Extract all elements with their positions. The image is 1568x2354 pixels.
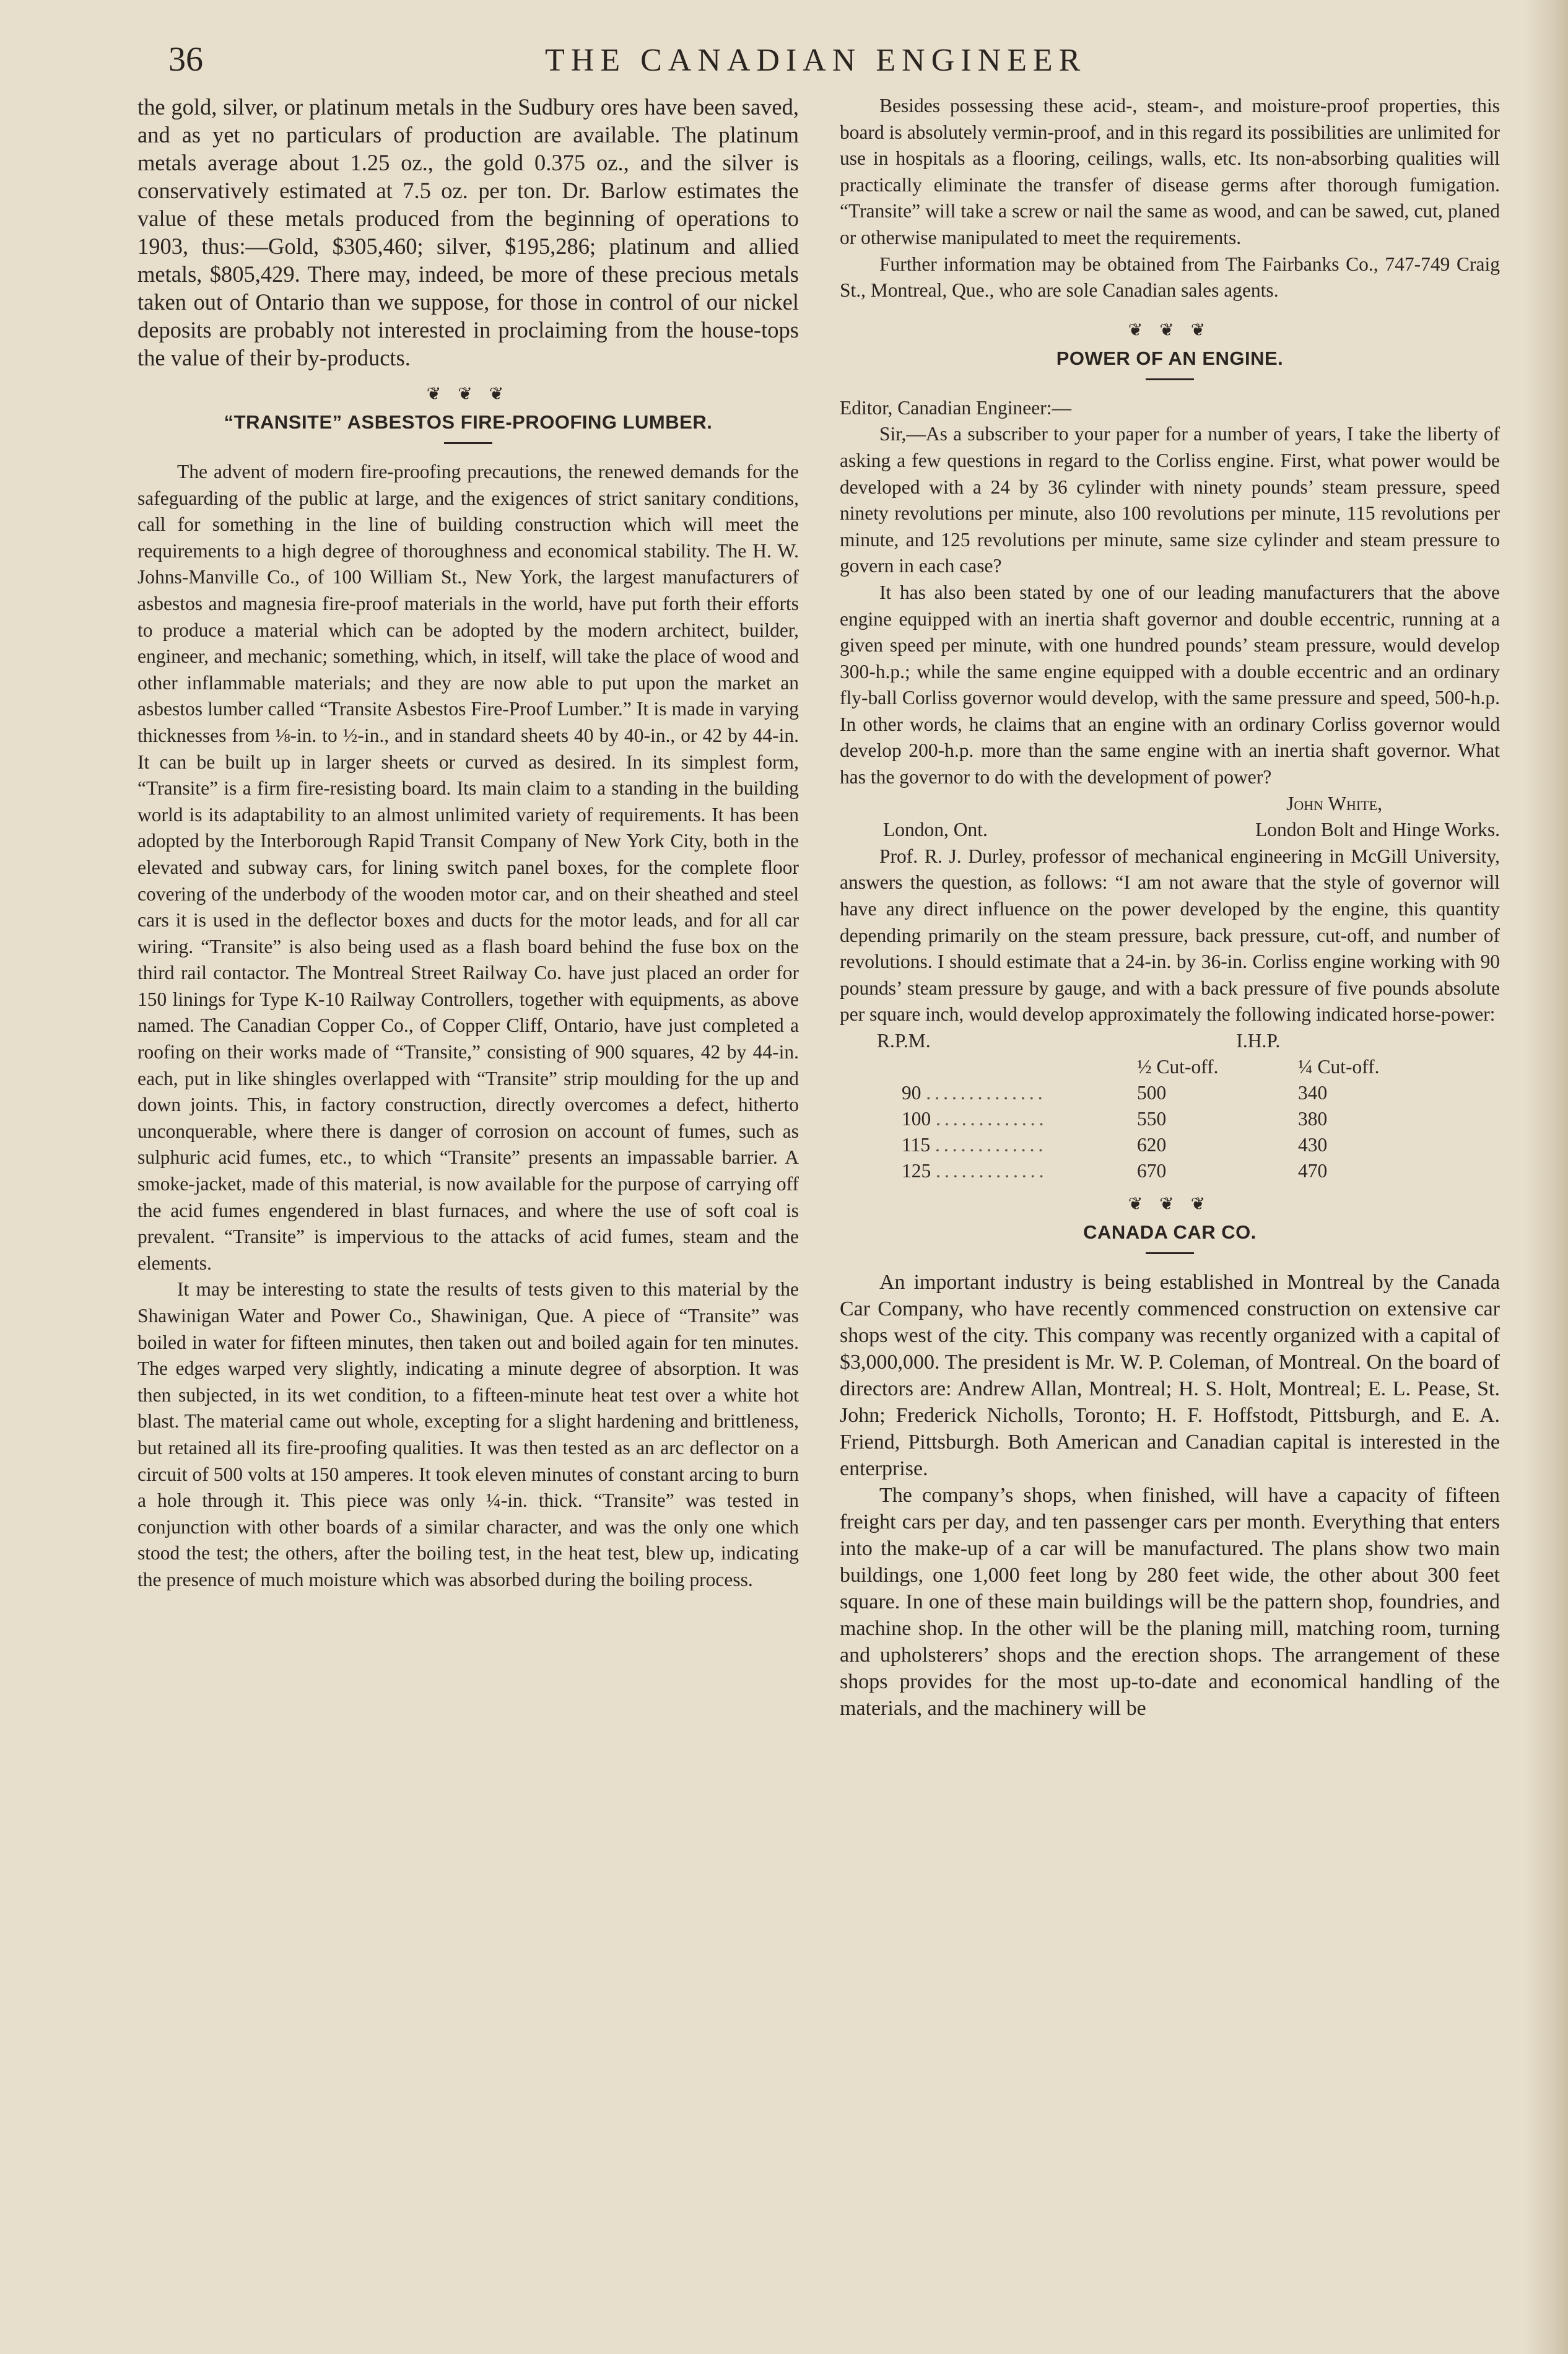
article-title-power: POWER OF AN ENGINE. bbox=[1056, 347, 1284, 369]
ornament-divider: ❦ ❦ ❦ bbox=[426, 385, 510, 404]
letter-paragraph-1: Sir,—As a subscriber to your paper for a number of years, I take the liberty of asking a few questions in regard to the Corliss engine. First, what power would be developed with a 24 by 36 cylinder with ninety pounds’ steam pressure, speed ninety revolutions per minute, also 100 revolutions per minute, 115 revolutions per minute, and 125 revolutions per minute, same size cylinder and steam pressure to govern in each case? bbox=[840, 423, 1500, 577]
table-cell-quarter: 430 bbox=[1298, 1134, 1328, 1156]
table-header-rpm: R.P.M. bbox=[877, 1030, 931, 1052]
table-cell-rpm: 115 bbox=[902, 1134, 931, 1156]
table-cell-rpm: 100 bbox=[902, 1108, 931, 1130]
canada-car-paragraph-2: The company’s shops, when finished, will have a capacity of fifteen freight cars per day, and ten passenger cars per month. Everything that enters into the make-up of a car will be manufactured. The plans show two main buildings, one 1,000 feet long by 280 feet wide, the other about 300 feet square. In one of these main buildings will be the pattern shop, foundries, and machine shop. In the other will be the planing mill, matching room, turning and upholsterers’ shops and the erection shops. The arrangement of these shops provides for the most up-to-date and economical handling of the materials, and the machinery will be bbox=[840, 1484, 1500, 1720]
letter-signature-line bbox=[840, 817, 1500, 844]
table-cell-half: 670 bbox=[1137, 1160, 1167, 1182]
left-column bbox=[137, 93, 799, 1593]
table-header-ihp: I.H.P. bbox=[1236, 1030, 1281, 1052]
journal-title: THE CANADIAN ENGINEER bbox=[545, 43, 1087, 78]
transite-paragraph-1: The advent of modern fire-proofing precautions, the renewed demands for the safeguarding of the public at large, and the exigences of strict sanitary conditions, call for something in the line of building construction which will meet the requirements to a high degree of thoroughness and economical stability. The H. W. Johns-Manville Co., of 100 William St., New York, the largest manufacturers of asbestos and magnesia fire-proof materials in the world, have put forth their efforts to produce a material which can be adopted by the modern architect, builder, engineer, and mechanic; something, which, in itself, will take the place of wood and other inflammable materials; and they are now able to put upon the market an asbestos lumber called “Transite Asbestos Fire-Proof Lumber.” It is made in varying thicknesses from ⅛-in. to ½-in., and in standard sheets 40 by 40-in., or 42 by 44-in. It can be built up in larger sheets or curved as desired. In its simplest form, “Transite” is a firm fire-resisting board. Its main claim to a standing in the building world is its adaptability to an almost unlimited variety of requirements. It has been adopted by the Interborough Rapid Transit Company of New York City, both in the elevated and subway cars, for lining switch panel boxes, for the complete floor covering of the underbody of the wooden motor car, and on their sheathed and steel cars it is used in the deflector boxes and ducts for the motor leads, and for all car wiring. “Transite” is also being used as a flash board behind the fuse box on the third rail contactor. The Montreal Street Railway Co. have just placed an order for 150 linings for Type K-10 Railway Controllers, together with equipments, as above named. The Canadian Copper Co., of Copper Cliff, Ontario, have just completed a roofing on their works made of “Transite,” consisting of 900 squares, 42 by 44-in. each, put in like shingles overlapped with “Transite” strip moulding for the up and down joints. This, in factory construction, directly overcomes a defect, hitherto unconquerable, where there is danger of corrosion on account of fumes, such as sulphuric acid fumes, etc., to which “Transite” presents an impassable barrier. A smoke-jacket, made of this material, is now available for the purpose of carrying off the acid fumes engendered in blast furnaces, and where the use of soft coal is prevalent. “Transite” is impervious to the attacks of acid fumes, steam and the elements. bbox=[137, 461, 799, 1274]
table-cell-rpm: 90 bbox=[902, 1082, 921, 1104]
page-edge-shadow bbox=[1525, 0, 1568, 2354]
page-header bbox=[0, 36, 1568, 92]
signature-place: London, Ont. bbox=[883, 819, 988, 841]
page-number: 36 bbox=[168, 40, 203, 79]
letter-salutation: Editor, Canadian Engineer:— bbox=[840, 396, 1072, 419]
transite-paragraph-2: It may be interesting to state the results of tests given to this material by the Shawinigan Water and Power Co., Shawinigan, Que. A piece of “Transite” was boiled in water for fifteen minutes, then taken out and boiled again for ten minutes. The edges warped very slightly, indicating a minute degree of absorption. It was then subjected, in its wet condition, to a fifteen-minute heat test over a white hot blast. The material came out whole, excepting for a slight hardening and brittleness, but retained all its fire-proofing qualities. It was then tested as an arc deflector on a circuit of 500 volts at 150 amperes. It took eleven minutes of constant arcing to burn a hole through it. This piece was only ¼-in. thick. “Transite” was tested in conjunction with other boards of a similar character, and was the only one which stood the test; the others, after the boiling test, in the heat test, blew up, indicating the presence of much moisture which was absorbed during the boiling process. bbox=[137, 1278, 799, 1590]
table-cell-half: 550 bbox=[1137, 1108, 1167, 1130]
ornament-divider: ❦ ❦ ❦ bbox=[1128, 320, 1212, 340]
signature-company: London Bolt and Hinge Works. bbox=[1255, 819, 1500, 841]
canada-car-paragraph-1: An important industry is being established in Montreal by the Canada Car Company, who have recently commenced construction on extensive car shops west of the city. This company was recently organized with a capital of $3,000,000. The president is Mr. W. P. Coleman, of Montreal. On the board of directors are: Andrew Allan, Montreal; H. S. Holt, Montreal; E. L. Pease, St. John; Frederick Nicholls, Toronto; H. F. Hoffstodt, Pittsburgh, and E. A. Friend, Pittsburgh. Both American and Canadian capital is interested in the enterprise. bbox=[840, 1271, 1500, 1480]
sudbury-paragraph: the gold, silver, or platinum metals in the Sudbury ores have been saved, and as yet no particulars of production are available. The platinum metals average about 1.25 oz., the gold 0.375 oz., and the silver is conservatively estimated at 7.5 oz. per ton. Dr. Barlow estimates the value of these metals produced from the beginning of operations to 1903, thus:—Gold, $305,460; silver, $195,286; platinum and allied metals, $805,429. There may, indeed, be more of these precious metals taken out of Ontario than we suppose, for those in control of our nickel deposits are probably not interested in proclaiming from the house-tops the value of their by-products. bbox=[137, 94, 799, 370]
transite-paragraph-3: Besides possessing these acid-, steam-, and moisture-proof properties, this board is absolutely vermin-proof, and in this regard its possibilities are unlimited for use in hospitals as a flooring, ceilings, walls, etc. Its non-absorbing qualities will practically eliminate the transfer of disease germs after thorough fumigation. “Transite” will take a screw or nail the same as wood, and can be sawed, cut, planed or otherwise manipulated to meet the requirements. bbox=[840, 95, 1500, 248]
table-cell-quarter: 340 bbox=[1298, 1082, 1328, 1104]
table-subheader-row bbox=[877, 1054, 1380, 1080]
table-row: 100 ............. 550 380 bbox=[877, 1106, 1380, 1132]
title-rule bbox=[1146, 1252, 1194, 1254]
table-row: 125 ............. 670 470 bbox=[877, 1158, 1380, 1184]
table-cell-quarter: 380 bbox=[1298, 1108, 1328, 1130]
title-rule bbox=[1146, 378, 1194, 380]
article-title-transite: “TRANSITE” ASBESTOS FIRE-PROOFING LUMBER. bbox=[224, 411, 713, 433]
letter-paragraph-2: It has also been stated by one of our leading manufacturers that the above engine equipped with an inertia shaft governor and double eccentric, running at a given speed per minute, with one hundred pounds’ steam pressure, would develop 300-h.p.; while the same engine equipped with a double eccentric and an ordinary fly-ball Corliss governor would develop, with the same pressure and speed, 500-h.p. In other words, he claims that an engine with an ordinary Corliss governor would develop 200-h.p. more than the same engine with an inertia shaft governor. What has the governor to do with the development of power? bbox=[840, 581, 1500, 788]
table-header-half-cutoff: ½ Cut-off. bbox=[1137, 1056, 1219, 1078]
article-title-canada-car: CANADA CAR CO. bbox=[1083, 1221, 1257, 1243]
table-cell-half: 620 bbox=[1137, 1134, 1167, 1156]
ornament-divider: ❦ ❦ ❦ bbox=[1128, 1195, 1212, 1214]
table-cell-half: 500 bbox=[1137, 1082, 1167, 1104]
table-header-quarter-cutoff: ¼ Cut-off. bbox=[1298, 1056, 1380, 1078]
letter-signature-name: John White, bbox=[1286, 792, 1382, 814]
table-row: 90 .............. 500 340 bbox=[877, 1080, 1380, 1106]
answer-paragraph: Prof. R. J. Durley, professor of mechanical engineering in McGill University, answers the question, as follows: “I am not aware that the style of governor will have any direct influence on the power developed by the engine, this quantity depending primarily on the steam pressure, back pressure, cut-off, and number of revolutions. I should estimate that a 24-in. by 36-in. Corliss engine working with 90 pounds’ steam pressure by gauge, and with a back pressure of five pounds absolute per square inch, would develop approximately the following indicated horse-power: bbox=[840, 845, 1500, 1026]
title-rule bbox=[444, 442, 492, 444]
table-cell-quarter: 470 bbox=[1298, 1160, 1328, 1182]
table-cell-rpm: 125 bbox=[902, 1160, 931, 1182]
right-column bbox=[840, 93, 1500, 1722]
transite-paragraph-4: Further information may be obtained from The Fairbanks Co., 747-749 Craig St., Montreal, Que., who are sole Canadian sales agents. bbox=[840, 253, 1500, 302]
table-row: 115 ............. 620 430 bbox=[877, 1132, 1380, 1158]
table-header-row bbox=[877, 1028, 1380, 1054]
horsepower-table bbox=[877, 1028, 1380, 1184]
